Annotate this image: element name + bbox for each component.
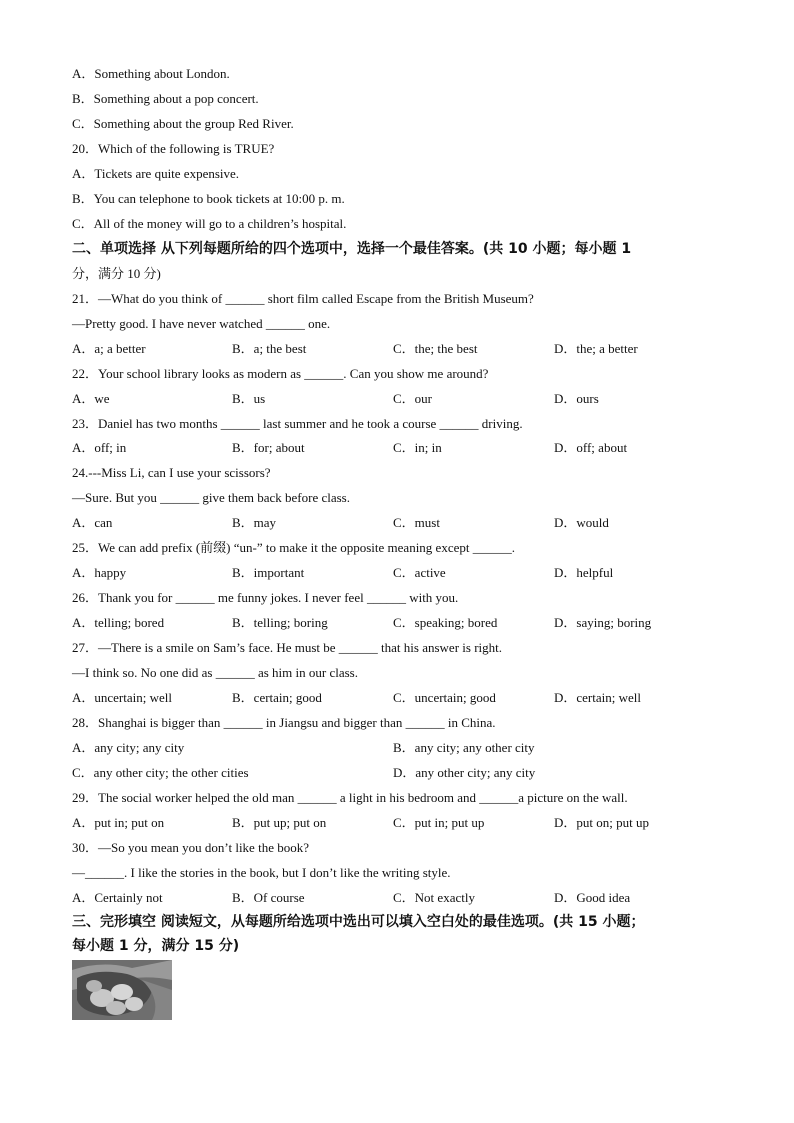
q29-option-d: D．put on; put up	[554, 815, 649, 830]
q22-option-c: C．our	[393, 391, 433, 406]
q21-option-a: A．a; a better	[72, 341, 146, 356]
q22-stem: 22．Your school library looks as modern as ______. Can you show me around?	[72, 366, 489, 381]
q21-option-b: B．a; the best	[232, 341, 307, 356]
q19-option-b: B．Something about a pop concert.	[72, 91, 259, 106]
q19-option-c: C．Something about the group Red River.	[72, 116, 294, 131]
q30-stem-reply: —______. I like the stories in the book, but I don’t like the writing style.	[72, 865, 451, 880]
q20-option-c: C．All of the money will go to a children’s hospital.	[72, 216, 347, 231]
q21-stem-reply: —Pretty good. I have never watched ______ one.	[72, 316, 331, 331]
q30-option-a: A．Certainly not	[72, 890, 163, 905]
q20-stem: 20．Which of the following is TRUE?	[72, 141, 275, 156]
q29-option-b: B．put up; put on	[232, 815, 327, 830]
q24-option-a: A．can	[72, 515, 113, 530]
q26-option-a: A．telling; bored	[72, 615, 165, 630]
q26-option-b: B．telling; boring	[232, 615, 328, 630]
q23-option-a: A．off; in	[72, 440, 127, 455]
q24-option-d: D．would	[554, 515, 609, 530]
q28-option-d: D．any other city; any city	[393, 765, 536, 780]
q23-stem: 23．Daniel has two months ______ last summer and he took a course ______ driving.	[72, 416, 523, 431]
q20-option-a: A．Tickets are quite expensive.	[72, 166, 240, 181]
q24-stem-reply: —Sure. But you ______ give them back before class.	[72, 490, 350, 505]
q25-option-c: C．active	[393, 565, 446, 580]
q24-option-c: C．must	[393, 515, 440, 530]
q27-option-c: C．uncertain; good	[393, 690, 496, 705]
q28-option-a: A．any city; any city	[72, 740, 185, 755]
q25-option-d: D．helpful	[554, 565, 614, 580]
section2-heading: 二、单项选择 从下列每题所给的四个选项中，选择一个最佳答案。(共 10 小题；每小题 1	[72, 241, 632, 257]
q30-option-b: B．Of course	[232, 890, 305, 905]
q27-stem-reply: —I think so. No one did as ______ as him in our class.	[72, 665, 358, 680]
q26-option-d: D．saying; boring	[554, 615, 652, 630]
q22-option-b: B．us	[232, 391, 266, 406]
q29-option-c: C．put in; put up	[393, 815, 485, 830]
q24-option-b: B．may	[232, 515, 277, 530]
q19-option-a: A．Something about London.	[72, 66, 230, 81]
q23-option-c: C．in; in	[393, 440, 442, 455]
q21-option-d: D．the; a better	[554, 341, 638, 356]
q23-option-d: D．off; about	[554, 440, 628, 455]
q27-option-d: D．certain; well	[554, 690, 641, 705]
potatoes-photo	[72, 960, 172, 1020]
q28-option-c: C．any other city; the other cities	[72, 765, 249, 780]
q29-option-a: A．put in; put on	[72, 815, 165, 830]
q22-option-a: A．we	[72, 391, 110, 406]
q28-option-b: B．any city; any other city	[393, 740, 535, 755]
q27-option-a: A．uncertain; well	[72, 690, 172, 705]
q30-option-d: D．Good idea	[554, 890, 631, 905]
q27-option-b: B．certain; good	[232, 690, 322, 705]
q25-stem: 25．We can add prefix (前缀) “un-” to make it the opposite meaning except ______.	[72, 540, 515, 555]
q26-option-c: C．speaking; bored	[393, 615, 498, 630]
section3-heading: 三、完形填空 阅读短文，从每题所给选项中选出可以填入空白处的最佳选项。(共 15 小题；	[72, 914, 645, 930]
q20-option-b: B．You can telephone to book tickets at 10:00 p. m.	[72, 191, 345, 206]
section2-heading-cont: 分，满分 10 分)	[72, 266, 161, 281]
q27-stem: 27．—There is a smile on Sam’s face. He must be ______ that his answer is right.	[72, 640, 503, 655]
q24-stem: 24.---Miss Li, can I use your scissors?	[72, 465, 271, 480]
q23-option-b: B．for; about	[232, 440, 305, 455]
q21-option-c: C．the; the best	[393, 341, 478, 356]
q21-stem: 21．—What do you think of ______ short film called Escape from the British Museum?	[72, 291, 534, 306]
q25-option-a: A．happy	[72, 565, 127, 580]
q25-option-b: B．important	[232, 565, 305, 580]
q29-stem: 29．The social worker helped the old man ______ a light in his bedroom and ______a picture on the wall.	[72, 790, 628, 805]
q22-option-d: D．ours	[554, 391, 599, 406]
q28-stem: 28．Shanghai is bigger than ______ in Jiangsu and bigger than ______ in China.	[72, 715, 496, 730]
section3-heading-cont: 每小题 1 分，满分 15 分)	[72, 938, 240, 954]
q30-stem: 30．—So you mean you don’t like the book?	[72, 840, 309, 855]
q30-option-c: C．Not exactly	[393, 890, 475, 905]
q26-stem: 26．Thank you for ______ me funny jokes. I never feel ______ with you.	[72, 590, 459, 605]
